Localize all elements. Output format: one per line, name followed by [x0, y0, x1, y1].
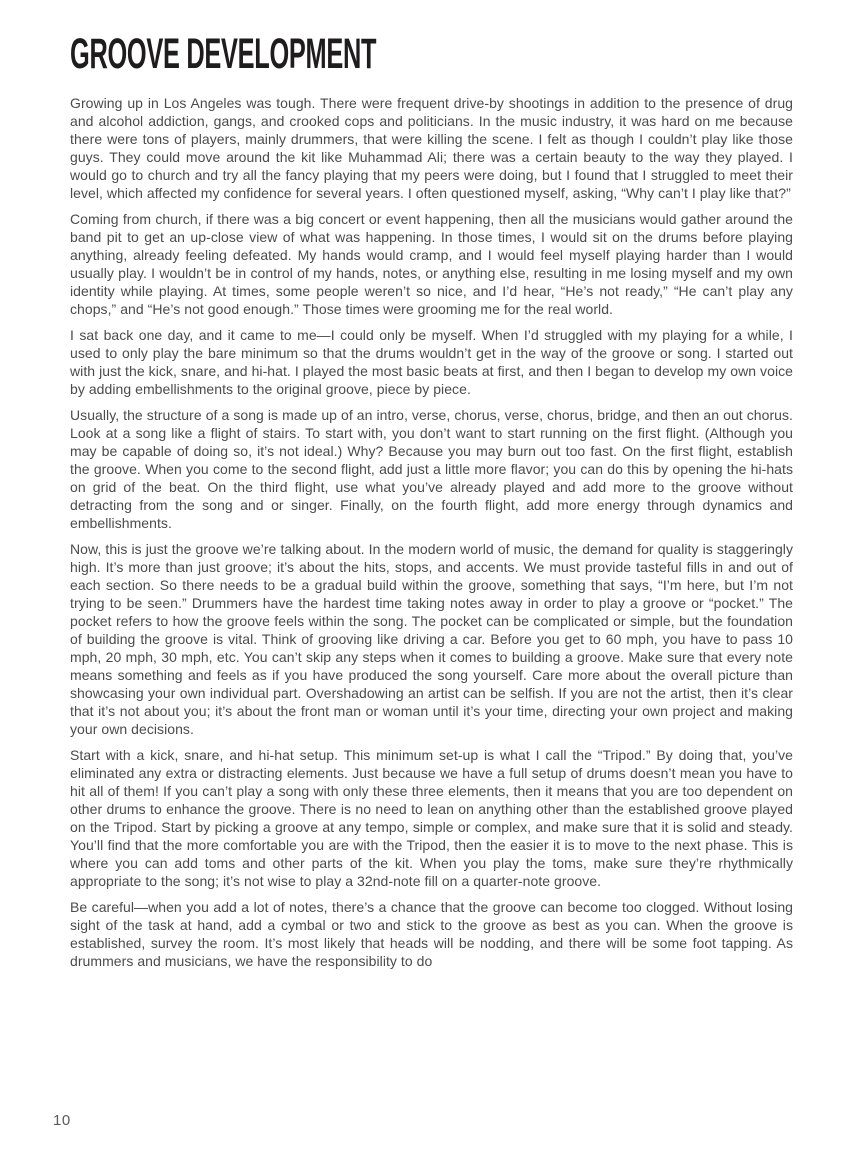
body-paragraph-7: Be careful—when you add a lot of notes, there’s a chance that the groove can become too clogged. Without losing sight of the task at hand, add a cymbal or two and stick to the groove as best as you can. When the groove is established, survey the room. It’s most likely that heads will be nodding, and there will be some foot tapping. As drummers and musicians, we have the responsibility to do	[70, 899, 793, 969]
page-content	[70, 30, 793, 978]
body-paragraph-6: Start with a kick, snare, and hi-hat setup. This minimum set-up is what I call the “Tripod.” By doing that, you’ve eliminated any extra or distracting elements. Just because we have a full setup of drums doesn’t mean you have to hit all of them! If you can’t play a song with only these three elements, then it means that you are too dependent on other drums to enhance the groove. There is no need to lean on anything other than the established groove played on the Tripod. Start by picking a groove at any tempo, simple or complex, and make sure that it is solid and steady. You’ll find that the more comfortable you are with the Tripod, then the easier it is to move to the next phase. This is where you can add toms and other parts of the kit. When you play the toms, make sure they’re rhythmically appropriate to the song; it’s not wise to play a 32nd-note fill on a quarter-note groove.	[70, 747, 793, 889]
body-paragraph-2: Coming from church, if there was a big concert or event happening, then all the musicians would gather around the band pit to get an up-close view of what was happening. In those times, I would sit on the drums before playing anything, already feeling defeated. My hands would cramp, and I would feel myself playing harder than I would usually play. I wouldn’t be in control of my hands, notes, or anything else, resulting in me losing myself and my own identity while playing. At times, some people weren’t so nice, and I’d hear, “He’s not ready,” “He can’t play any chops,” and “He’s not good enough.” Those times were grooming me for the real world.	[70, 211, 793, 317]
body-paragraph-4: Usually, the structure of a song is made up of an intro, verse, chorus, verse, chorus, bridge, and then an out chorus. Look at a song like a flight of stairs. To start with, you don’t want to start running on the first flight. (Although you may be capable of doing so, it’s not ideal.) Why? Because you may burn out too fast. On the first flight, establish the groove. When you come to the second flight, add just a little more flavor; you can do this by opening the hi-hats on grid of the beat. On the third flight, use what you’ve already played and add more to the groove without detracting from the song and or singer. Finally, on the fourth flight, add more energy through dynamics and embellishments.	[70, 407, 793, 531]
body-paragraph-1: Growing up in Los Angeles was tough. There were frequent drive-by shootings in addition to the presence of drug and alcohol addiction, gangs, and crooked cops and politicians. In the music industry, it was hard on me because there were tons of players, mainly drummers, that were killing the scene. I felt as though I couldn’t play like those guys. They could move around the kit like Muhammad Ali; there was a certain beauty to the way they played. I would go to church and try all the fancy playing that my peers were doing, but I found that I struggled to meet their level, which affected my confidence for several years. I often questioned myself, asking, “Why can’t I play like that?”	[70, 95, 793, 201]
body-paragraph-5: Now, this is just the groove we’re talking about. In the modern world of music, the demand for quality is staggeringly high. It’s more than just groove; it’s about the hits, stops, and accents. We must provide tasteful fills in and out of each section. So there needs to be a gradual build within the groove, something that says, “I’m here, but I’m not trying to be seen.” Drummers have the hardest time taking notes away in order to play a groove or “pocket.” The pocket refers to how the groove feels within the song. The pocket can be complicated or simple, but the foundation of building the groove is vital. Think of grooving like driving a car. Before you get to 60 mph, you have to pass 10 mph, 20 mph, 30 mph, etc. You can’t skip any steps when it comes to building a groove. Make sure that every note means something and feels as if you have produced the song yourself. Care more about the overall picture than showcasing your own individual part. Overshadowing an artist can be selfish. If you are not the artist, then it’s clear that it’s not about you; it’s about the front man or woman until it’s your time, directing your own project and making your own decisions.	[70, 541, 793, 737]
page-number: 10	[53, 1112, 71, 1129]
page-title: GROOVE DEVELOPMENT	[70, 30, 377, 78]
body-paragraph-3: I sat back one day, and it came to me—I could only be myself. When I’d struggled with my playing for a while, I used to only play the bare minimum so that the drums wouldn’t get in the way of the groove or song. I started out with just the kick, snare, and hi-hat. I played the most basic beats at first, and then I began to develop my own voice by adding embellishments to the original groove, piece by piece.	[70, 327, 793, 397]
